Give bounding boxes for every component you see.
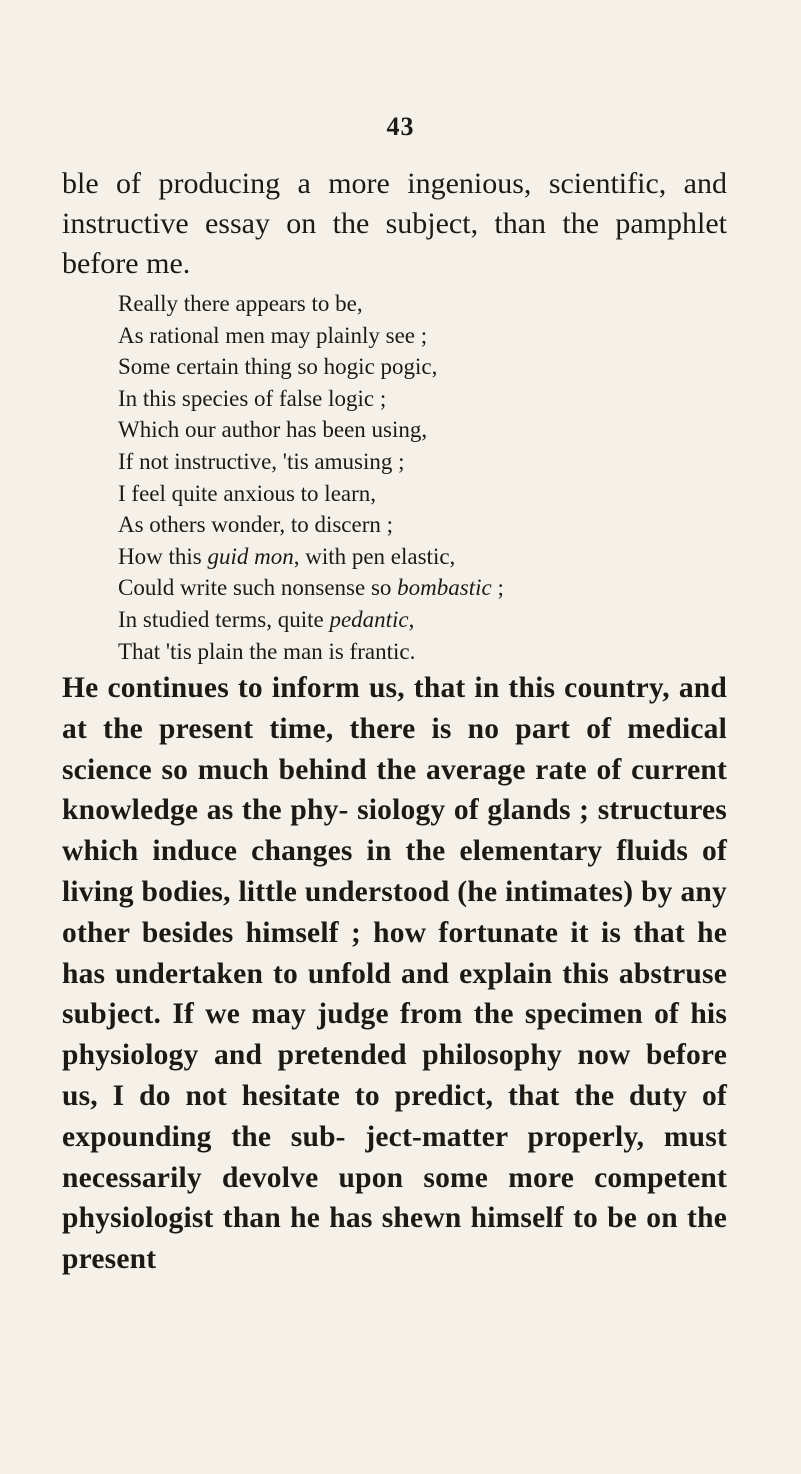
verse-text: In studied terms, quite (118, 606, 330, 632)
verse-block (118, 288, 718, 667)
verse-line (118, 288, 718, 320)
verse-line (118, 509, 718, 541)
verse-text: Some certain thing so hogic pogic, (118, 354, 438, 380)
verse-text: I feel quite anxious to learn, (118, 480, 377, 506)
paragraph-main: He continues to inform us, that in this country, and at the present time, there is no part of medical science so much behind the average rate of current knowledge as the phy- siology of glands ; structures which induce changes in the elementary fluids of living bodies, little understood (he intimates) by any other besides himself ; how fortunate it is that he has undertaken to unfold and explain this abstruse subject. If we may judge from the specimen of his physiology and pretended philosophy now before us, I do not hesitate to predict, that the duty of expounding the sub- ject-matter properly, must necessarily devolve upon some more competent physiologist than he has shewn himself to be on the present (62, 672, 727, 1276)
verse-line (118, 541, 718, 573)
verse-line (118, 446, 718, 478)
verse-line (118, 383, 718, 415)
verse-line (118, 320, 718, 352)
verse-italic: guid mon (207, 543, 294, 569)
verse-text: Could write such nonsense so (118, 575, 398, 601)
verse-line (118, 572, 718, 604)
verse-italic: bombastic (397, 575, 492, 601)
verse-line (118, 414, 718, 446)
verse-text: If not instructive, 'tis amusing ; (118, 448, 405, 474)
verse-line (118, 636, 718, 668)
verse-text: , with pen elastic, (293, 543, 456, 569)
verse-text: ; (491, 575, 504, 601)
verse-text: That 'tis plain the man is frantic. (118, 638, 416, 664)
verse-text: As others wonder, to discern ; (118, 512, 394, 538)
verse-line (118, 351, 718, 383)
verse-text: In this species of false logic ; (118, 385, 387, 411)
verse-line (118, 604, 718, 636)
page-number: 43 (386, 112, 415, 141)
verse-text: As rational men may plainly see ; (118, 322, 428, 348)
verse-line (118, 478, 718, 510)
verse-text: , (408, 606, 415, 632)
verse-text: Really there appears to be, (118, 291, 363, 316)
verse-text: Which our author has been using, (118, 417, 428, 443)
verse-text: How this (118, 543, 208, 569)
verse-italic: pedantic (329, 606, 409, 632)
paragraph-continuation: ble of producing a more ingenious, scientific, and instructive essay on the subject, than the pamphlet before me. (62, 167, 727, 280)
